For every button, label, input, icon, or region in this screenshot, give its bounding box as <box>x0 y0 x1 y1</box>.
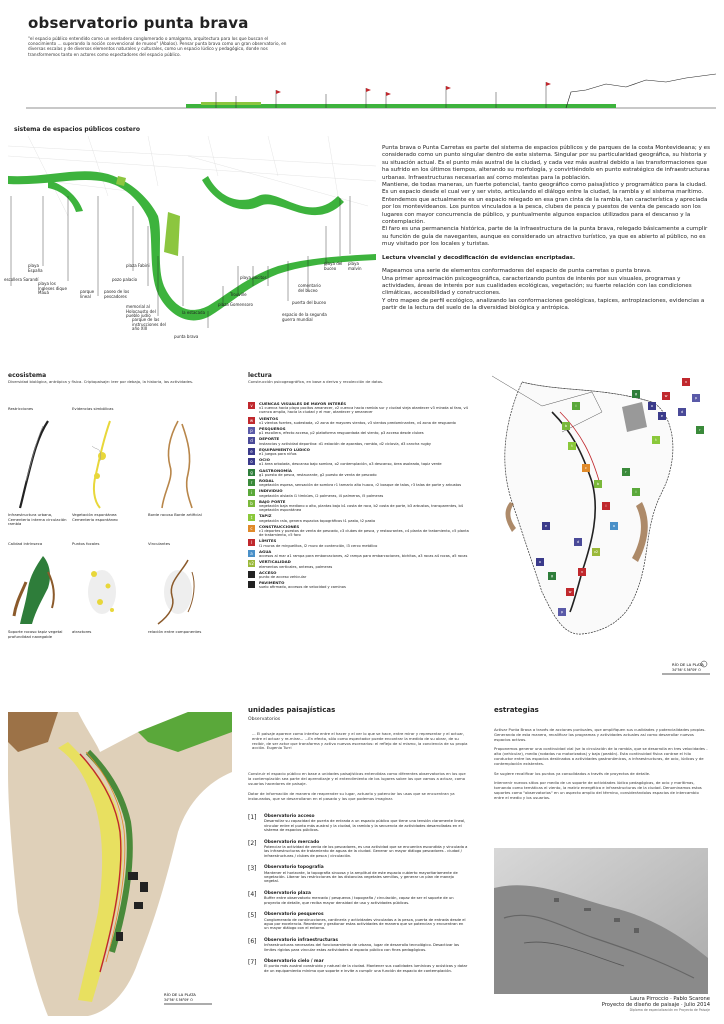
eco-caption-2: Vegetación espontánea Cementerio espontáneo <box>72 512 118 522</box>
map-marker: p <box>558 608 566 616</box>
unit-desc: Buffer entre observatorio mercado / pesqueros / topografía / circulación, capaz de ser el soporte de un proyecto de detalle, que reciba mayor densidad de uso y actividades públicas. <box>264 896 454 905</box>
eco-vinculantes-label: Vinculantes <box>148 541 171 546</box>
unit-item <box>248 865 468 884</box>
unit-item <box>248 912 468 931</box>
map-right-scale-sub: 34°56' S 56°09' O <box>672 668 701 672</box>
label-plaza-gomensoro: plaza Gomensoro <box>218 302 253 307</box>
estrategias-p2: Proponemos generar una continuidad vial (se la circulación de la rambla, que se desarrolla en tres velocidades - alta (vehicular), media (rodados no motorizados) y baja (peatón). Esta continuidad física contrae el hilo conductor entre los espacios destinados a actividades gastronómicas, a infraestructuras, de ocio, lúdicas y de contemplación existentes. <box>494 746 708 766</box>
eco-evidencias-label: Evidencias simbólicas <box>72 406 114 411</box>
lectura-item-title: AGUA <box>259 548 272 554</box>
unit-number: [4] <box>248 890 257 898</box>
footer-course: Proyecto de diseño de paisaje · Julio 2014 <box>601 1002 710 1008</box>
unit-number: [1] <box>248 814 257 821</box>
unit-title: Observatorio plaza <box>264 890 311 896</box>
lectura-item-desc: vegetación aislada i1 timbúes, i2 palmeras, i4 palmeras, i5 palmeras <box>259 493 384 498</box>
label-pozo-palacio: pozo palacio <box>112 277 138 282</box>
lectura-item <box>248 479 470 487</box>
map-marker: t <box>652 436 660 444</box>
desc-p7: Una primer aproximación psicogeográfica, caracterizando puntos de interés por sus visuales, programas y actividades, áreas de interés por sus cualidades ecológicas, vegetación; su fuerte relación con las condiciones climáticas, accesibilidad y construcciones. <box>382 275 692 297</box>
lectura-item-title: GASTRONOMÍA <box>259 467 292 473</box>
map-marker: v <box>578 568 586 576</box>
lectura-heading: lectura <box>248 372 272 379</box>
lectura-item <box>248 437 470 445</box>
map-marker: c <box>582 464 590 472</box>
eco-puntos-label: Puntos focales <box>72 541 100 546</box>
lectura-swatch: w <box>249 417 254 423</box>
eco-diagram-5 <box>72 552 132 627</box>
label-escollera: escollera Sarandí <box>4 277 39 282</box>
lectura-item-desc: o1 área arbolada, descanso bajo sombra, o2 contemplación, o3 descanso, área asoleada, tapiz verde <box>259 462 442 467</box>
lectura-swatch: v <box>248 402 255 409</box>
estrategias-p4: Intervenir nuevos sitios por medio de un soporte de actividades lúdico pedagógicas, de ocio y marítimas, tornando como temáticas el viento, la matriz energética e infraestructuras de la ciudad. Denominamos estos soportes como "observatorios" en un aspecto amplio del término, considerándolos espacios de intercambio entre el medio y los usuarios. <box>494 780 702 800</box>
label-playa-espana: playa España <box>28 263 43 273</box>
unit-item <box>248 891 468 905</box>
estrategias-heading: estrategias <box>494 706 539 714</box>
lectura-item-title: LÍMITES <box>259 538 277 544</box>
label-parque-lineal: parque lineal <box>80 289 95 299</box>
unit-item <box>248 814 468 833</box>
desc-p5: El faro es una permanencia histórica, parte de la infraestructura de la punta brava, relegado básicamente a cumplir su función de guía de navegantes, aunque es considerado un atractivo turístico, ya que es abierto al público, no es muy visitado por los locales y turistas. <box>382 226 708 248</box>
ecosistema-heading: ecosistema <box>8 372 47 379</box>
map-marker: o <box>648 402 656 410</box>
unit-title: Observatorio topografía <box>264 865 324 871</box>
lectura-swatch: e <box>248 448 255 455</box>
lectura-swatch: r <box>248 479 255 486</box>
eco-caption-4: Soporte rocoso tapiz vegetal profundidad navegable <box>8 629 63 639</box>
lectura-item-title: EQUIPAMIENTO LÚDICO <box>259 446 310 452</box>
lectura-item-title: CONSTRUCCIONES <box>259 523 300 529</box>
lectura-swatch: v2 <box>249 561 254 567</box>
skyline-elevation <box>26 62 716 122</box>
map-marker: e <box>658 412 666 420</box>
aerial-photo <box>494 848 708 994</box>
lectura-item-desc: vegetación rala, genera espacios topográficos t1 pasto, t2 pasto <box>259 518 376 523</box>
lectura-item <box>248 427 470 435</box>
lectura-item <box>248 448 470 456</box>
unidades-sub: Observatorios <box>248 717 281 722</box>
eco-caption-5: atractores <box>72 629 92 634</box>
eco-diagram-3 <box>148 416 208 511</box>
label-playa-ingleses: playa los Ingleses dique Mauá <box>38 281 67 296</box>
unit-number: [3] <box>248 865 257 873</box>
lectura-swatch: i <box>248 489 255 496</box>
label-plaza-fabini: plaza Fabini <box>126 263 150 268</box>
eco-caption-3: Borde rocoso Borde artificial <box>148 512 202 517</box>
lectura-item <box>248 550 470 558</box>
lectura-swatch: d <box>248 437 255 444</box>
map-bottom-scale: RÍO DE LA PLATA <box>164 992 196 997</box>
map-marker: i <box>632 488 640 496</box>
lectura-item <box>248 581 470 589</box>
lectura-swatch <box>248 571 255 578</box>
label-playa-pocitos: playa pocitos <box>240 275 267 280</box>
lectura-item-title: VIENTOS <box>259 415 279 421</box>
eco-diagram-6 <box>148 552 208 627</box>
unit-number: [7] <box>248 958 257 966</box>
lectura-item-title: BAJO PORTE <box>259 498 286 504</box>
landscape-units-map <box>8 712 232 1018</box>
desc-p2: Mantiene, de todas maneras, un fuerte potencial, tanto geográfico como paisajístico y programático para la ciudad. <box>382 182 707 189</box>
lectura-item-title: INDIVIDUO <box>259 488 283 494</box>
map-marker: a <box>610 522 618 530</box>
footer-sub: Diploma de especialización en Proyecto de Paisaje <box>629 1008 710 1012</box>
label-estacada: la estacada <box>182 310 206 315</box>
eco-diagram-2 <box>72 416 132 511</box>
unit-title: Observatorio acceso <box>264 814 315 819</box>
unit-number: [5] <box>248 912 257 920</box>
lectura-item-desc: l1 muros de mirguelitos, l2 muro de contención, l3 cerco metálico <box>259 543 378 548</box>
lectura-item-title: OCIO <box>259 457 270 463</box>
eco-calidad-label: Calidad intrínseca <box>8 541 43 546</box>
lectura-item-desc: accesos al mar a1 rampa para embarcaciones, a2 rampa para embarcaciones, bichitos, a3 rocas a4 rocas, a5 rocas <box>259 554 468 559</box>
eco-caption-6: relación entre componentes <box>148 629 202 634</box>
estrategias-p1: Activar Punta Brava a través de acciones puntuales, que amplifiquen sus cualidades y potencialidades propias. Generando de esta manera, recalificar los programas y actividades actuales así como desarrollar nuevos espacios activos. <box>494 727 706 742</box>
unit-number: [6] <box>248 937 257 945</box>
lectura-swatch: t <box>248 514 255 521</box>
system-heading: sistema de espacios públicos costero <box>14 126 140 133</box>
unidades-p2: Dotar de información de manera de reaprender su lugar, actuarlo y potenciar los usos que se encuentran ya instaurados, que se desarrollaron en el pasado y las que podemos imaginar. <box>248 791 455 801</box>
unidades-list <box>248 814 468 980</box>
lectura-item-title: CUENCAS VISUALES DE MAYOR INTERÉS <box>259 401 347 406</box>
lectura-item-desc: v1 cuenca hacia playa pocitos amanecer, v2 cuenca hacia rambla sur y ciudad vieja atardecer v3 mirada al faro, v4 cuenca amplia, hacia la ciudad y el mar, atardecer y amanecer <box>259 406 468 415</box>
estrategias-p3: Se sugiere recalificar los puntos ya consolidados a través de proyectos de detalle. <box>494 770 651 776</box>
page-title: observatorio punta brava <box>28 14 249 32</box>
lectura-item-desc: vegetación espesa, sensación de sombra r1 tamarix alto huaco, r2 bosque de talas, r3 talas de porte y arbustos <box>259 483 462 488</box>
eco-diagram-4 <box>8 552 68 627</box>
label-trouville: Trouville <box>230 292 247 297</box>
lectura-swatch: l <box>248 539 255 546</box>
unidades-quote: ... El paisaje aparece como interfaz entre el hacer y el ver lo que se hace, entre mirar y representar y el actuar, entre el actuar y re-mirar... ...En efecto, sólo como espectador puede encontrar la medida de su obrar, de su recibir, de ser actor que transforma y activo nuevos escenarios: el reflejo de sí mismo, la conciencia de su propia acción. Eugenio Turri <box>252 731 468 751</box>
map-right-scale: RÍO DE LA PLATA <box>672 662 704 667</box>
lectura-item <box>248 514 470 522</box>
ecosistema-sub: Diversidad biológica, antrópica y física. Criptopaisaje: leer por debajo, la historia, las actividades. <box>8 379 194 384</box>
unit-desc: Desarrollar su capacidad de puerta de entrada a un espacio público que tiene una tensión claramente lineal, vincular entre el punto más austral y la ciudad, la rambla y la secuencia de actividades desarrolladas en el sistema de espacios públicos. <box>264 819 466 833</box>
label-comentario-buceo: comentario del buceo <box>298 283 321 293</box>
unit-item <box>248 840 468 859</box>
desc-p6: Mapeamos una serie de elementos conformadores del espacio de punta carretas o punta brava. <box>382 268 652 275</box>
lectura-item-desc: instancias y actividad deportiva: d1 estación de aparatos, rambla, d2 ciclovía, d3 cancha rugby <box>259 441 432 446</box>
lectura-item <box>248 525 470 538</box>
footer-authors: Laura Pirroccio · Pablo Scarone <box>630 996 710 1002</box>
eco-restricciones-label: Restricciones <box>8 406 34 411</box>
lectura-item <box>248 539 470 547</box>
lectura-swatch <box>248 581 255 588</box>
map-marker: i <box>572 402 580 410</box>
map-marker: b <box>594 480 602 488</box>
lectura-item-desc: g1 puesto de pesca, restaurante, g2 puesto de venta de pescado <box>259 472 377 477</box>
map-marker: r <box>696 426 704 434</box>
lectura-item-desc: punto de acceso vehicular <box>259 574 307 579</box>
map-marker: w <box>662 392 670 400</box>
lectura-item <box>248 469 470 477</box>
lectura-swatch: o <box>248 458 255 465</box>
lectura-item-title: VERTICALIDAD <box>259 559 291 565</box>
intro-text: "el espacio público entendido como un verdadero conglomerado o amalgama, arquitectura para los que buscan el conocimiento ... superando la noción convencional de museo" (Abalos). Pensar punta brava como un gran observatorio, en diversas escalas y de diversos elementos naturales y culturales, como un espacio lúdico y pedagógico, donde nos transformemos tanto en actores como espectadores del espacio público. <box>28 36 287 57</box>
map-bottom-scale-sub: 34°56' S 56°09' O <box>164 998 193 1002</box>
unit-desc: Conglomerado de construcciones, cantinería y actividades vinculadas a la pesca, puerta de entrada desde el agua por excelencia. Reordenar y gestionar estas actividades de manera que se potencian y encuentran en un mayor diálogo con el entorno. <box>264 917 466 931</box>
lectura-item-desc: c1 deportes y puestos de venta de pescado, c3 clubes de pesca, y restaurantes, c4 planta de tratamiento, c5 planta de tratamiento, c5 faro <box>259 529 469 538</box>
unit-desc: Potenciar la actividad de venta de los pescadores, es una actividad que se encuentra escondida y vinculada a las infraestructuras de tratamiento de aguas de la ciudad. Generar un mayor diálogo pescadores - ciudad / infraestructuras / clubes de pesca / circulación. <box>264 845 468 858</box>
map-marker: d <box>678 408 686 416</box>
desc-subheading: Lectura vivencial y decodificación de evidencias encriptadas. <box>382 254 576 261</box>
lectura-item-title: ACCESO <box>259 569 277 575</box>
lectura-item-title: TAPIZ <box>259 513 272 519</box>
label-segunda-guerra: espacio de la segunda guerra mundial <box>282 312 327 322</box>
unit-title: Observatorio cielo / mar <box>264 958 324 964</box>
map-marker: p <box>692 394 700 402</box>
lectura-item <box>248 571 470 579</box>
label-memorial: memorial al Holocausto del pueblo judío <box>126 304 156 319</box>
map-markers <box>482 372 716 684</box>
unidades-p1: Construir el espacio público en base a unidades paisajísticas entendidas como diferentes observatorios en los que la contemplación sea parte del aprendizaje y el entendimiento de los lugares sobre los que vamos a actuar, como usuarios hacedores de paisaje. <box>248 771 466 786</box>
lectura-item-desc: elementos verticales, antenas, palmeras <box>259 564 333 569</box>
unidades-heading: unidades paisajísticas <box>248 706 336 714</box>
lectura-item-title: DEPORTE <box>259 436 280 442</box>
unit-title: Observatorio infraestructuras <box>264 937 339 943</box>
map-marker: b <box>562 422 570 430</box>
map-marker: d <box>574 538 582 546</box>
unit-desc: El punto más austral construido y natural de la ciudad. Mantener sus cualidades lumínicas y acústicas y dotar de un equipamiento mínimo que soporte e invite a cumplir una función de espacio de contemplación. <box>264 964 468 973</box>
footer <box>560 996 710 1012</box>
lectura-swatch: a <box>248 550 255 557</box>
lectura-item-title: RODAL <box>259 478 275 484</box>
description-block <box>382 145 712 313</box>
lectura-item <box>248 560 470 568</box>
estrategias-block <box>494 728 708 801</box>
lectura-item-desc: e1 juegos para niños <box>259 452 297 457</box>
unit-title: Observatorio pesqueros <box>264 912 324 918</box>
map-marker: g <box>548 572 556 580</box>
label-playa-malvin: playa malvín <box>348 261 362 271</box>
unit-title: Observatorio mercado <box>264 839 320 845</box>
unit-item <box>248 938 468 952</box>
lectura-item <box>248 489 470 497</box>
desc-p8: Y otro mapeo de perfil ecológico, analizando las conformaciones geológicas, tapices, antropizaciones, evidencias a partir de la lectura del suelo de la diversidad biológica y antrópica. <box>382 297 705 312</box>
lectura-item-desc: p1 escollera, efecto acceso, p2 plataforma resguardada del viento, p3 acceso desde clubes <box>259 431 424 436</box>
desc-p4: Entendemos que actualmente es un espacio relegado en esa gran cinta de la rambla, tan característica y apreciada por los montevideanos. Los puntos vinculados a la pesca, clubes de pesca y puestos de venta de pescado son los lugares con mayor concurrencia de público, y puntualmente algunos espacios utilizados para el descanso y la contemplación. <box>382 196 708 226</box>
map-marker: w <box>566 588 574 596</box>
label-punta-brava: punta brava <box>174 334 199 339</box>
map-marker: v <box>682 378 690 386</box>
label-playa-buceo: playa del buceo <box>324 261 343 271</box>
unit-desc: Mantener el horizonte, la topografía sinuosa y la amplitud de este espacio cubierto mayoritariamente de vegetación. Liberar las restricciones de las distancias vegetales semillas, y generar un plan de manejo vegetal. <box>264 870 458 884</box>
unit-item <box>248 959 468 973</box>
label-parque-instrucciones: parque de las instrucciones del año XIII <box>132 317 166 332</box>
lectura-item-title: PAVIMENTO <box>259 580 285 586</box>
lectura-item-desc: vegetación baja mediano o alto, plantas bajo b1 costa de roca, b2 costa de porte, b3 arbustos, transparentes, b4 vegetación espontánea <box>259 504 464 513</box>
map-marker: e <box>542 522 550 530</box>
eco-caption-1: Infraestructura urbana, Cementerio interna circulación rambla <box>8 512 67 527</box>
lectura-item-desc: suelo afirmado, accesos de velocidad y caminos <box>259 585 346 590</box>
unit-desc: Infraestructuras necesarias del funcionamiento de urbano, lugar de desarrollo tecnológico. Desactivar los límites rígidos para vincular estas actividades al espacio público con fines pedagógicos. <box>264 943 460 952</box>
lectura-legend <box>248 402 470 592</box>
desc-p1: Punta brava o Punta Carretas es parte del sistema de espacios públicos y de parques de la costa Montevideana; y es considerado como un punto singular dentro de este sistema. Singular por su particularidad geográfica, su historia y su situación actual. Es el punto más austral de la ciudad, y cada vez más austral debido a las transformaciones que ha sufrido en los últimos tiempos, alterando su morfología, y convirtiéndolo en punto estratégico de infraestructuras urbanas. Infraestructuras necesarias así como molestas para la población. <box>382 145 711 181</box>
lectura-swatch: c <box>248 525 255 532</box>
label-puerta-buceo: puerta del buceo <box>292 300 327 305</box>
unit-number: [2] <box>248 839 257 847</box>
desc-p3: Es un espacio desde el cual ver y ser visto, articulando el diálogo entre la ciudad, la rambla y el sistema marítimo. <box>382 189 704 196</box>
lectura-item <box>248 402 470 415</box>
lectura-item <box>248 417 470 425</box>
lectura-item-title: PESQUEROS <box>259 426 286 432</box>
lectura-swatch: p <box>248 427 255 434</box>
lectura-swatch: b <box>248 500 255 507</box>
map-marker: g <box>632 390 640 398</box>
lectura-swatch: g <box>248 469 255 476</box>
lectura-item <box>248 458 470 466</box>
map-marker: o <box>536 558 544 566</box>
label-paseo-pescadores: paseo de los pescadores <box>104 289 130 299</box>
lectura-sub: Construcción psicogeográfica, en base a deriva y recolección de datos. <box>248 379 384 384</box>
map-marker: r <box>622 468 630 476</box>
lectura-item <box>248 500 470 513</box>
map-marker: l <box>602 502 610 510</box>
map-marker: v2 <box>593 550 599 554</box>
eco-diagram-1 <box>8 416 68 511</box>
lectura-item-desc: v1 vientos fuertes, sudestada, v2 zona de mayores vientos, v3 vientos predominantes, v4 zona de resguardo <box>259 420 456 425</box>
map-marker: t <box>568 442 576 450</box>
